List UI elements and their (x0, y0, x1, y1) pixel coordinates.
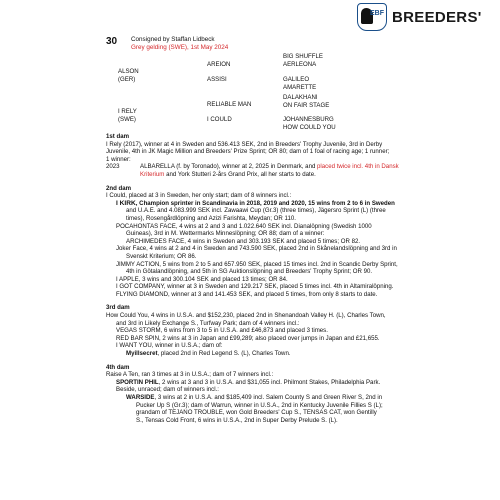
pedigree-dam-dam-dam: HOW COULD YOU (283, 124, 336, 131)
pedigree-sire-sire: AREION (207, 61, 231, 68)
pedigree-dam-dam-sire: JOHANNESBURG (283, 116, 334, 123)
first-dam-produce-line: 2023 ALBARELLA (f. by Toronado), winner at 2, 2025 in Denmark, and placed twice incl. 4th in Dansk (106, 163, 399, 171)
i-kirk-line-2: and U.A.E. and 4.083.999 SEK incl. Zawaawi Cup (Gr.3) (three times), Jägersro Sprint (L) (three (126, 207, 386, 215)
i-kirk-line-3: times), Rosengårdlöpning and Azizi Farishta, Meydan; OR 110. (126, 214, 296, 222)
fourth-dam-heading: 4th dam (106, 363, 130, 371)
first-dam-produce-line-2: Kriterium and York Stutteri 2-års Grand Prix, all her starts to date. (140, 170, 316, 178)
warside-line-4: S., Tensas Cold Front, 6 wins in U.S.A., 2nd in Super Derby Prelude S. (L). (136, 416, 338, 424)
pocahontas-line-2: Guineas), 3rd in M. Wettermarks Minneslöpning; OR 88; dam of a winner: (126, 230, 325, 238)
i-apple-line: I APPLE, 3 wins and 300.104 SEK and placed 13 times; OR 84. (116, 275, 288, 283)
warside-line-2: Pucker Up S (Gr.3); dam of Warrun, winner in U.S.A., 2nd in Kentucky Juvenile Fillies S (L); (136, 401, 383, 409)
pedigree-dam-dam: I COULD (207, 116, 232, 123)
pedigree-sire-sire-dam: AERLEONA (283, 61, 317, 68)
pedigree-sire: ALSON (GER) (118, 68, 139, 83)
lot-number: 30 (106, 36, 118, 47)
warside-line-3: grandam of TEJANO TROUBLE, won Gold Breeders' Cup S., TENSAS CAT, won Gentilly (136, 409, 377, 417)
warside-line-1: WARSIDE, 3 wins at 2 in U.S.A. and $185,409 incl. Salem County S and Green River S, 2nd in (126, 394, 383, 401)
pedigree-dam-sire: RELIABLE MAN (207, 101, 252, 108)
beside-line: Beside, unraced; dam of winners incl.: (116, 386, 219, 394)
produce-record (106, 133, 468, 424)
pedigree-sire-dam-dam: AMARETTE (283, 84, 317, 91)
pedigree-sire-dam: ASSISI (207, 76, 227, 83)
first-dam-line-1: I Rely (2017), winner at 4 in Sweden and 536.413 SEK, 2nd in Breeders' Trophy Juvenile, 3rd in Derby (106, 140, 383, 148)
vegas-storm-line: VEGAS STORM, 6 wins from 3 to 5 in U.S.A. and £46,873 and placed 3 times. (116, 327, 328, 335)
sex-and-foaling-date: Grey gelding (SWE), 1st May 2024 (131, 44, 229, 51)
first-dam-line-3: 1 winner: (106, 155, 131, 163)
first-dam-line-2: Juvenile, 4th in JK Magic Million and Breeders' Prize Sprint; OR 80; dam of 1 foal of racing age; 1 runner; (106, 148, 390, 156)
jimmy-action-line-2: 4th in Götalandlöpning, and 5th in SG Auktionslöpning and Breeders' Trophy Sprint; OR 90. (126, 268, 373, 276)
joker-face-line-1: Joker Face, 4 wins at 2 and 4 in Sweden and 743.590 SEK, placed 2nd in Skånelandslöpning and 3rd in (116, 245, 397, 253)
i-got-company-line: I GOT COMPANY, winner at 3 in Sweden and 129.217 SEK, placed 5 times incl. 4th in Altamiralöpning. (116, 283, 394, 291)
consignor: Consigned by Staffan Lidbeck (131, 36, 215, 43)
third-dam-line-2: and 3rd in Likely Exchange S., Turfway Park; dam of 4 winners incl.: (116, 319, 300, 327)
flying-diamond-line: FLYING DIAMOND, winner at 3 and 141.453 SEK, and placed 5 times, from only 8 starts to date. (116, 290, 378, 298)
third-dam-line-1: How Could You, 4 wins in U.S.A. and $152,230, placed 2nd in Shenandoah Valley H. (L), Charles Town, (106, 312, 386, 320)
horse-head-icon (357, 3, 387, 31)
jimmy-action-line-1: JIMMY ACTION, 5 wins from 2 to 5 and 657.950 SEK, placed 15 times incl. 2nd in Scandic Derby Sprint, (116, 260, 398, 268)
ebf-breeders-logo (357, 3, 482, 31)
fourth-dam-line-1: Raise A Ten, ran 3 times at 3 in U.S.A.; dam of 7 winners incl.: (106, 371, 274, 379)
produce-year: 2023 (106, 163, 120, 171)
pedigree-dam-sire-dam: ON FAIR STAGE (283, 102, 330, 109)
second-dam-intro: I Could, placed at 3 in Sweden, her only start; dam of 8 winners incl.: (106, 192, 292, 200)
archimedes-line: ARCHIMEDES FACE, 4 wins in Sweden and 303.193 SEK and placed 5 times; OR 82. (126, 237, 361, 245)
i-kirk-line-1: I KIRK, Champion sprinter in Scandinavia in 2018, 2019 and 2020, 15 wins from 2 to 6 in Sweden (116, 199, 395, 207)
myillsecret-line: Myillsecret, placed 2nd in Red Legend S. (L), Charles Town. (126, 350, 291, 358)
logo-wordmark: BREEDERS' (392, 8, 482, 26)
third-dam-heading: 3rd dam (106, 304, 130, 312)
sportin-phil-line: SPORTIN PHIL, 2 wins at 3 and 3 in U.S.A. and $31,055 incl. Philmont Stakes, Philadelphia Park. (116, 378, 381, 386)
pedigree-sire-dam-sire: GALILEO (283, 76, 310, 83)
pedigree-dam: I RELY (SWE) (118, 108, 137, 123)
first-dam-heading: 1st dam (106, 133, 130, 140)
i-want-you-line: I WANT YOU, winner in U.S.A.; dam of: (116, 342, 223, 350)
pedigree-dam-sire-sire: DALAKHANI (283, 94, 318, 101)
red-bar-spin-line: RED BAR SPIN, 2 wins at 3 in Japan and £99,289; also placed over jumps in Japan and £21,655. (116, 334, 380, 342)
pocahontas-line-1: POCAHONTAS FACE, 4 wins at 2 and 3 and 1.022.640 SEK incl. Dianalöpning (Swedish 1000 (116, 222, 372, 230)
pedigree-sire-sire-sire: BIG SHUFFLE (283, 53, 323, 60)
logo-badge-text: EBF (370, 10, 384, 17)
second-dam-heading: 2nd dam (106, 184, 132, 192)
joker-face-line-2: Svenskt Kriterium; OR 86. (126, 252, 197, 260)
